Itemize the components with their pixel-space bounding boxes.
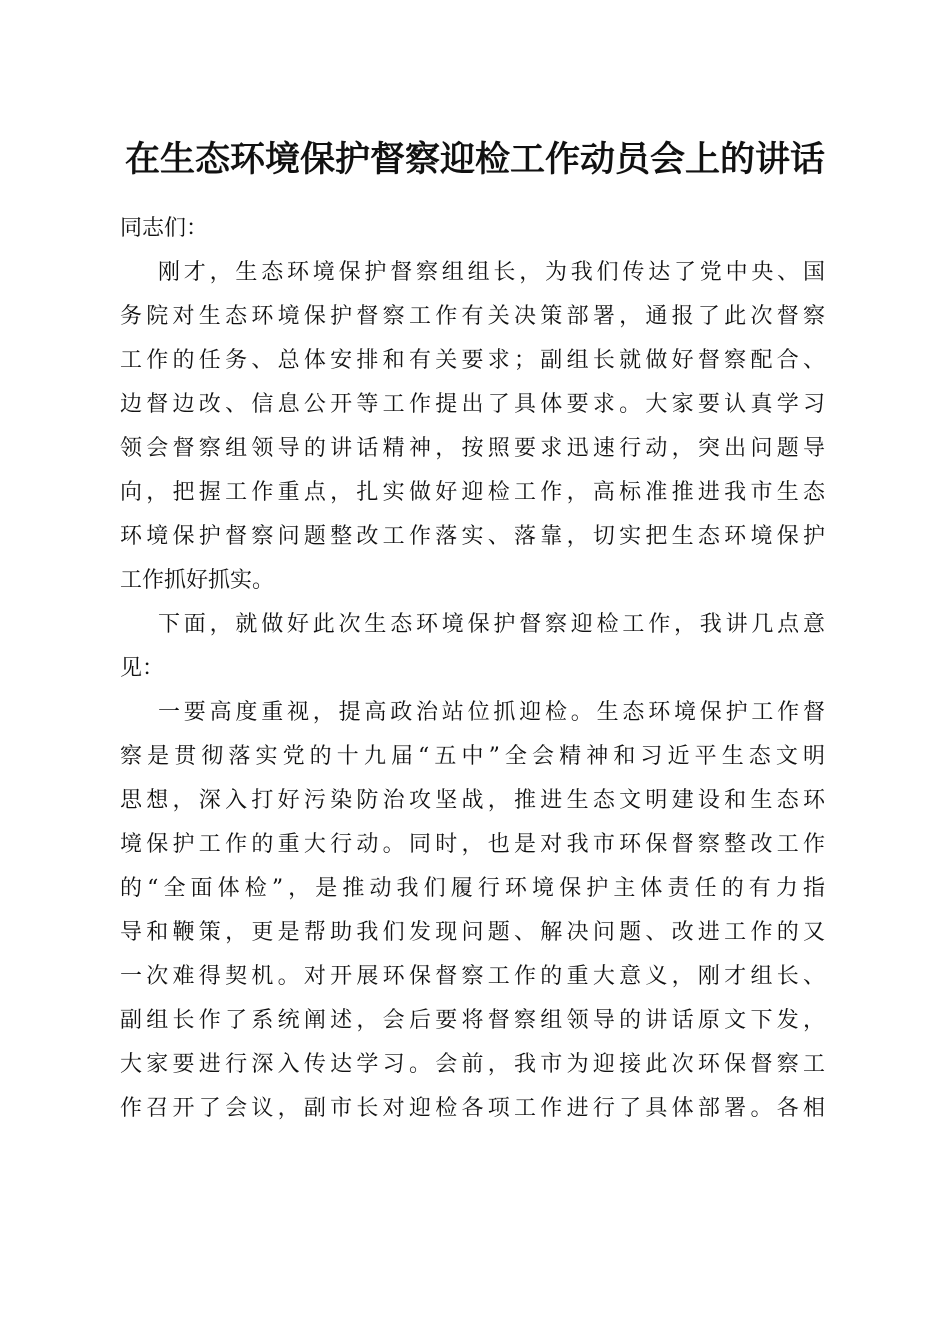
text-line: 下面，就做好此次生态环境保护督察迎检工作，我讲几点意	[158, 612, 825, 637]
text-line: 的“全面体检”，是推动我们履行环境保护主体责任的有力指	[120, 876, 825, 901]
text-line: 导和鞭策，更是帮助我们发现问题、解决问题、改进工作的又	[120, 920, 825, 945]
text-line: 见：	[120, 656, 165, 681]
text-line: 境保护工作的重大行动。同时，也是对我市环保督察整改工作	[120, 832, 825, 857]
paragraph	[120, 691, 825, 1131]
document-body	[120, 207, 825, 1131]
paragraph	[120, 603, 825, 691]
text-line: 察是贯彻落实党的十九届“五中”全会精神和习近平生态文明	[120, 744, 825, 769]
text-line: 工作抓好抓实。	[120, 568, 275, 593]
text-line: 向，把握工作重点，扎实做好迎检工作，高标准推进我市生态	[120, 480, 825, 505]
text-line: 一要高度重视，提高政治站位抓迎检。生态环境保护工作督	[158, 700, 825, 725]
paragraph	[120, 251, 825, 603]
text-line: 边督边改、信息公开等工作提出了具体要求。大家要认真学习	[120, 392, 825, 417]
text-line: 工作的任务、总体安排和有关要求；副组长就做好督察配合、	[120, 348, 825, 373]
text-line: 领会督察组领导的讲话精神，按照要求迅速行动，突出问题导	[120, 436, 825, 461]
text-line: 一次难得契机。对开展环保督察工作的重大意义，刚才组长、	[120, 964, 825, 989]
text-line: 作召开了会议，副市长对迎检各项工作进行了具体部署。各相	[120, 1096, 825, 1121]
text-line: 刚才，生态环境保护督察组组长，为我们传达了党中央、国	[158, 260, 825, 285]
text-line: 思想，深入打好污染防治攻坚战，推进生态文明建设和生态环	[120, 788, 825, 813]
document-title: 在生态环境保护督察迎检工作动员会上的讲话	[124, 139, 825, 180]
text-line: 大家要进行深入传达学习。会前，我市为迎接此次环保督察工	[120, 1052, 825, 1077]
text-line: 环境保护督察问题整改工作落实、落靠，切实把生态环境保护	[120, 524, 825, 549]
text-line: 务院对生态环境保护督察工作有关决策部署，通报了此次督察	[120, 304, 825, 329]
text-line: 副组长作了系统阐述，会后要将督察组领导的讲话原文下发，	[120, 1008, 825, 1033]
salutation: 同志们：	[120, 216, 209, 241]
